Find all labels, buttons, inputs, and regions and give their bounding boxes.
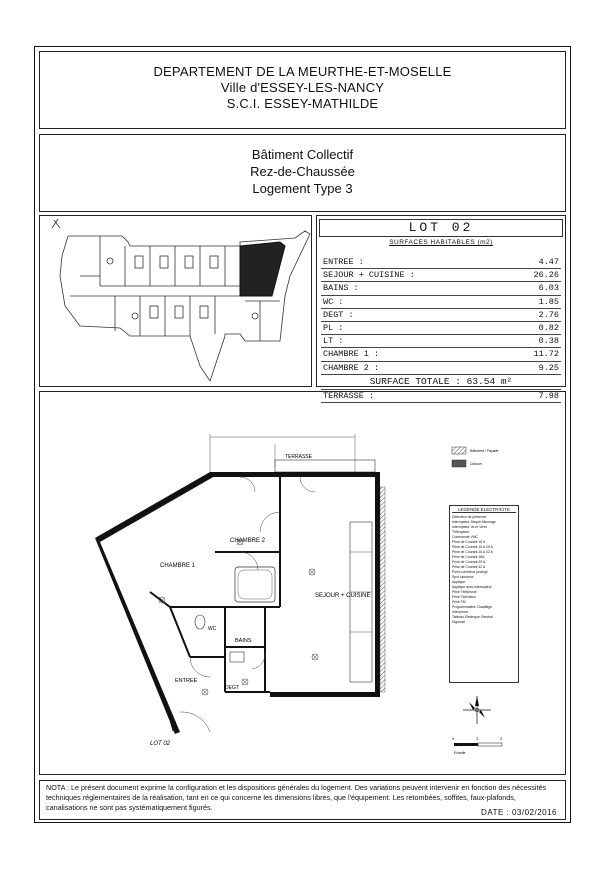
hatch-swatch-label: Bâtiment / Façade <box>470 449 499 453</box>
lot-highlight <box>240 242 285 296</box>
legend-item: Programmateur Chauffage <box>452 605 493 609</box>
room-chambre2: CHAMBRE 2 <box>230 538 266 544</box>
legend-item: Prise de Courant 16 A 32 A <box>452 550 493 554</box>
svg-text:Echelle: Echelle <box>454 751 466 755</box>
room-degt: DEGT <box>225 685 239 691</box>
legend-item: Tableau Electrique Général <box>452 615 493 619</box>
surface-row-chambre2: CHAMBRE 2 : 9.25 <box>321 362 561 375</box>
svg-text:0: 0 <box>452 736 455 741</box>
lot-title: LOT 02 <box>319 219 563 237</box>
company-title: S.C.I. ESSEY-MATHILDE <box>226 96 379 111</box>
legend-item: Prise Téléphone <box>452 590 477 594</box>
legend-item: Prise de Courant 16 A 20 A <box>452 545 493 549</box>
legend-item: Prise FM <box>452 600 466 604</box>
building-block <box>39 134 566 212</box>
svg-text:1: 1 <box>476 736 479 741</box>
legend-item: Prise de Courant 20 A <box>452 560 486 564</box>
legend-item: Prise Télévision <box>452 595 476 599</box>
room-entree: ENTREE <box>175 678 198 684</box>
header-block <box>39 51 566 129</box>
legend-item: Interphone <box>452 610 469 614</box>
electric-legend-title: LEGENDE ELECTRICITE <box>452 507 516 513</box>
surfaces-subtitle: SURFACES HABITABLES (m2) <box>389 239 493 246</box>
surface-row-lt: LT : 0.38 <box>321 335 561 348</box>
nota-block <box>39 780 566 820</box>
city-title: Ville d'ESSEY-LES-NANCY <box>220 80 385 95</box>
terrasse-label: TERRASSE <box>285 454 312 460</box>
surface-row-degt: DEGT : 2.76 <box>321 309 561 322</box>
electric-legend <box>449 505 519 683</box>
compass-icon <box>463 696 491 724</box>
hatch-swatch <box>452 447 466 454</box>
floor-level: Rez-de-Chaussée <box>250 164 355 179</box>
plan-lot-label: LOT 02 <box>150 741 171 747</box>
legend-item: Commande VMC <box>452 535 479 539</box>
room-wc: WC <box>208 626 217 632</box>
surface-row-terrasse: TERRASSE : 7.98 <box>321 390 561 403</box>
legend-item: Spot lumineux <box>452 575 474 579</box>
surface-row-wc: WC : 1.85 <box>321 296 561 309</box>
solid-swatch-label: Cloison <box>470 462 482 466</box>
surface-total: SURFACE TOTALE : 63.54 m² <box>321 375 561 390</box>
unit-type: Logement Type 3 <box>252 181 353 196</box>
document-date: DATE : 03/02/2016 <box>481 808 557 817</box>
scale-bar <box>452 736 503 755</box>
legend-item: Détecteur de présence <box>452 515 487 519</box>
legend-item: Prise de Courant 16A <box>452 555 485 559</box>
room-chambre1: CHAMBRE 1 <box>160 563 196 569</box>
room-bains: BAINS <box>235 638 252 644</box>
surface-row-chambre1: CHAMBRE 1 : 11.72 <box>321 348 561 361</box>
legend-item: Télérupteur <box>452 530 470 534</box>
legend-item: Prise de Courant 16 A <box>452 540 486 544</box>
surface-row-bains: BAINS : 6.03 <box>321 282 561 295</box>
legend-item: Prise de Courant 32 A <box>452 565 486 569</box>
svg-text:2: 2 <box>500 736 503 741</box>
legend-item: Applique <box>452 580 466 584</box>
key-plan-drawing <box>40 216 311 386</box>
floor-plan-panel <box>39 391 566 775</box>
legend-item: Interrupteur Va et Vient <box>452 525 487 529</box>
surface-row-entree: ENTREE : 4.47 <box>321 256 561 269</box>
legend-item: Interrupteur Simple Allumage <box>452 520 496 524</box>
building-type: Bâtiment Collectif <box>251 147 354 162</box>
nota-text: NOTA : Le présent document exprime la configuration et les dispositions générales du logement. Des variations peuvent intervenir en fonction des nécessités techniques réglementaires de la réalisation, tant en ce qui concerne les dimensions libres, que l'équipement. Les retombées, soffites, faux-plafonds, canalisations ne sont pas systématiquement figurés. <box>46 783 547 812</box>
surfaces-rows <box>321 256 561 403</box>
surfaces-table <box>316 215 566 401</box>
legend-item: Applique avec interrupteur <box>452 585 492 589</box>
legend-item: Digicode <box>452 620 466 624</box>
legend-item: Point Lumineux protégé <box>452 570 488 574</box>
department-title: DEPARTEMENT DE LA MEURTHE-ET-MOSELLE <box>153 64 452 79</box>
key-plan <box>39 215 312 387</box>
surface-row-sejour: SEJOUR + CUISINE : 26.26 <box>321 269 561 282</box>
room-sejour: SEJOUR + CUISINE <box>315 593 371 599</box>
surface-row-pl: PL : 0.82 <box>321 322 561 335</box>
solid-swatch <box>452 460 466 467</box>
